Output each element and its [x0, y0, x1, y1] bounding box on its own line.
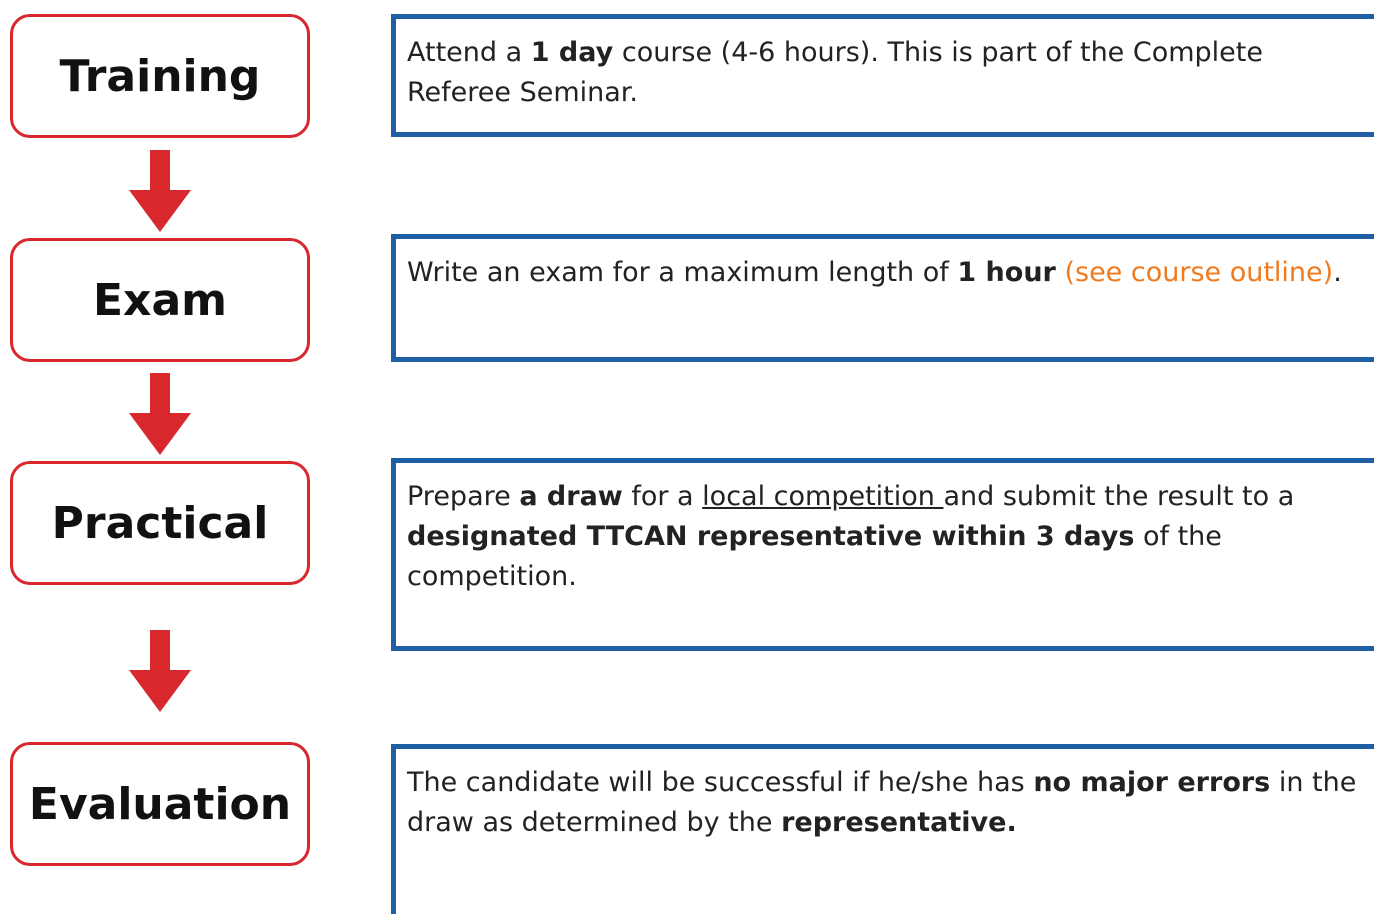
step-label: Training [59, 50, 261, 102]
step-label: Exam [93, 274, 227, 326]
down-arrow-icon [129, 150, 191, 232]
step-box-training [10, 14, 310, 138]
description-text: The candidate will be successful if he/she has no major errors in the draw as determined by the representative. [407, 767, 1357, 838]
description-box-practical [391, 458, 1374, 651]
course-outline-link[interactable]: (see course outline) [1064, 257, 1334, 288]
step-box-practical [10, 461, 310, 585]
down-arrow-icon [129, 373, 191, 455]
step-box-exam [10, 238, 310, 362]
step-label: Practical [51, 497, 269, 549]
down-arrow-icon [129, 630, 191, 712]
description-text: Write an exam for a maximum length of 1 hour (see course outline). [407, 257, 1342, 288]
description-box-exam [391, 234, 1374, 362]
description-box-training [391, 14, 1374, 137]
step-box-evaluation [10, 742, 310, 866]
description-text: Prepare a draw for a local competition and submit the result to a designated TTCAN representative within 3 days of the competition. [407, 481, 1295, 592]
step-label: Evaluation [28, 778, 292, 830]
description-box-evaluation [391, 744, 1374, 914]
local-competition-link: local competition [702, 481, 944, 512]
description-text: Attend a 1 day course (4-6 hours). This is part of the Complete Referee Seminar. [407, 37, 1263, 108]
